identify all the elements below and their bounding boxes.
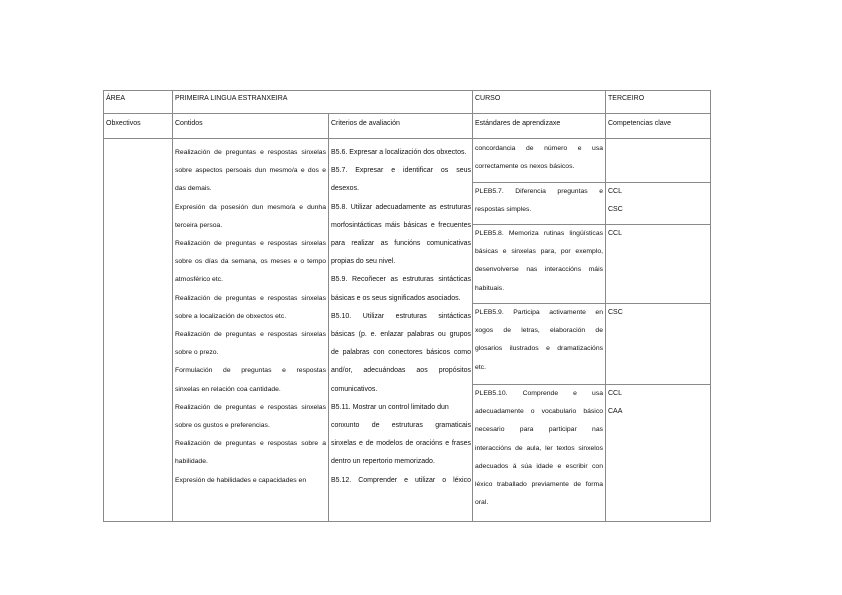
area-value: PRIMEIRA LINGUA ESTRANXEIRA bbox=[175, 95, 288, 102]
standard-line: PLEB5.7. Diferencia preguntas e bbox=[475, 188, 603, 195]
column-divider bbox=[472, 90, 473, 522]
contido-line: Realización de preguntas e respostas sinxelas bbox=[175, 149, 326, 156]
criterio-item bbox=[331, 399, 471, 472]
standard-cell bbox=[475, 183, 603, 219]
curriculum-table bbox=[103, 90, 711, 522]
contido-line: Realización de preguntas e respostas sinxelas bbox=[175, 240, 326, 248]
standard-line: desenvolverse nas interaccións máis bbox=[475, 266, 603, 274]
contido-line: sobre os gustos e preferencias. bbox=[175, 422, 270, 430]
criterio-item bbox=[331, 162, 471, 198]
competencias-cell bbox=[608, 385, 708, 421]
contido-item bbox=[175, 235, 326, 290]
contido-item bbox=[175, 472, 326, 490]
standard-line: adecuados á súa idade e escribir con bbox=[475, 462, 603, 470]
competencia-code: CCL bbox=[608, 230, 623, 237]
standard-line: PLEB5.9. Participa activamente en bbox=[475, 309, 603, 316]
standard-line: léxico traballado previamente de forma bbox=[475, 481, 603, 489]
criterio-line: morfosintácticas máis básicas e frecuentes bbox=[331, 221, 471, 229]
standard-line: interaccións de aula, ler textos sinxelos bbox=[475, 444, 603, 452]
curso-value: TERCEIRO bbox=[608, 95, 645, 102]
contido-line: sobre a localización de obxectos etc. bbox=[175, 312, 287, 320]
criterio-line: sinxelas e de modelos de oracións e frases bbox=[331, 440, 471, 448]
criterio-line: comunicativos. bbox=[331, 385, 378, 393]
standard-cell bbox=[475, 385, 603, 512]
standard-line: concordancia de número e usa bbox=[475, 145, 603, 152]
competencias-cell bbox=[608, 304, 708, 322]
standard-line: xogos de letras, elaboración de bbox=[475, 327, 603, 335]
competencia-code: CCL bbox=[608, 188, 623, 195]
criterio-line: B5.10. Utilizar estruturas sintácticas bbox=[331, 312, 471, 320]
criterio-line: para realizar as funcións comunicativas bbox=[331, 240, 471, 248]
column-header-criterios: Criterios de avaliación bbox=[331, 120, 400, 127]
standard-line: glosarios ilustrados e dramatizacións bbox=[475, 345, 603, 353]
contido-line: Realización de preguntas e respostas sinxelas bbox=[175, 331, 326, 339]
column-header-contidos: Contidos bbox=[175, 120, 203, 127]
criterio-item bbox=[331, 199, 471, 272]
contido-line: Realización de preguntas e respostas sobre a bbox=[175, 440, 326, 448]
standard-line: oral. bbox=[475, 499, 489, 507]
contido-line: Realización de preguntas e respostas sinxelas bbox=[175, 403, 326, 411]
criterio-item bbox=[331, 144, 471, 162]
column-header-divider bbox=[103, 138, 711, 139]
criterio-line: básicas (p. e. enlazar palabras ou grupos bbox=[331, 331, 471, 339]
competencia-code: CCL bbox=[608, 390, 623, 397]
criterio-line: propias do seu nivel. bbox=[331, 258, 396, 266]
column-divider bbox=[605, 90, 606, 522]
competencias-cell bbox=[608, 183, 708, 219]
standard-line: PLEB5.10. Comprende e usa bbox=[475, 390, 603, 397]
criterio-line: B5.7. Expresar e identificar os seus bbox=[331, 167, 471, 175]
criterio-item bbox=[331, 271, 471, 307]
criterio-line: B5.6. Expresar a localización dos obxectos. bbox=[331, 149, 467, 156]
contido-item bbox=[175, 199, 326, 235]
criterio-line: desexos. bbox=[331, 185, 360, 193]
table-border-right bbox=[710, 90, 711, 522]
table-border-left bbox=[103, 90, 104, 522]
standard-line: correctamente os nexos básicos. bbox=[475, 163, 575, 171]
criterio-line: and/or, adecuándoas aos propósitos bbox=[331, 367, 471, 375]
area-label: ÁREA bbox=[106, 95, 126, 102]
curso-label: CURSO bbox=[475, 95, 501, 102]
column-header-obxectivos: Obxectivos bbox=[106, 120, 141, 127]
table-border-bottom bbox=[103, 521, 711, 522]
standard-cell bbox=[475, 304, 603, 377]
criterio-line: dentro un repertorio memorizado. bbox=[331, 458, 435, 466]
criterio-line: B5.11. Mostrar un control limitado dun bbox=[331, 403, 449, 411]
contido-item bbox=[175, 144, 326, 199]
criterio-line: básicas e os seus significados asociados. bbox=[331, 294, 461, 302]
contido-line: das demais. bbox=[175, 185, 212, 193]
column-header-competencias: Competencias clave bbox=[608, 120, 672, 127]
criterios-cell bbox=[331, 144, 471, 490]
standard-line: habituais. bbox=[475, 284, 505, 292]
standard-cell bbox=[475, 225, 603, 298]
contido-line: Formulación de preguntas e respostas bbox=[175, 367, 326, 375]
competencia-code: CSC bbox=[608, 206, 623, 214]
standard-line: etc. bbox=[475, 363, 486, 371]
standard-line: respostas simples. bbox=[475, 206, 532, 214]
competencia-code: CSC bbox=[608, 309, 623, 316]
contidos-cell bbox=[175, 144, 326, 490]
table-border-top bbox=[103, 90, 711, 91]
standard-cell bbox=[475, 140, 603, 176]
contido-line: Expresión de habilidades e capacidades en bbox=[175, 476, 307, 484]
competencia-code: CAA bbox=[608, 408, 623, 416]
contido-item bbox=[175, 399, 326, 435]
contido-line: Expresión da posesión dun mesmo/a e dunha bbox=[175, 203, 326, 211]
contido-line: sinxelas en relación coa cantidade. bbox=[175, 385, 281, 393]
column-header-estandares: Estándares de aprendizaxe bbox=[475, 120, 561, 127]
contido-line: habilidade. bbox=[175, 458, 208, 466]
column-divider bbox=[172, 90, 173, 522]
contido-line: Realización de preguntas e respostas sinxelas bbox=[175, 294, 326, 302]
contido-line: sobre aspectos persoais dun mesmo/a e dos e bbox=[175, 167, 326, 175]
contido-item bbox=[175, 362, 326, 398]
contido-line: sobre os días da semana, os meses e o tempo bbox=[175, 258, 326, 266]
standard-line: PLEB5.8. Memoriza rutinas lingüísticas bbox=[475, 230, 603, 237]
header-row-divider bbox=[103, 113, 711, 114]
competencias-cell bbox=[608, 225, 708, 243]
contido-item bbox=[175, 326, 326, 362]
contido-item bbox=[175, 435, 326, 471]
standard-line: básicas e sinxelas para, por exemplo, bbox=[475, 248, 603, 256]
standard-line: necesario para participar nas bbox=[475, 426, 603, 434]
criterio-line: conxunto de estruturas gramaticais bbox=[331, 422, 471, 430]
criterio-item bbox=[331, 308, 471, 399]
criterio-line: B5.9. Recoñecer as estruturas sintácticas bbox=[331, 276, 471, 284]
contido-line: atmosférico etc. bbox=[175, 276, 223, 284]
criterio-line: de palabras con conectores básicos como bbox=[331, 349, 471, 357]
criterio-line: B5.8. Utilizar adecuadamente as estruturas bbox=[331, 203, 471, 211]
contido-line: terceira persoa. bbox=[175, 221, 223, 229]
contido-line: sobre o prezo. bbox=[175, 349, 219, 357]
criterio-item bbox=[331, 472, 471, 490]
contido-item bbox=[175, 290, 326, 326]
column-divider bbox=[328, 113, 329, 522]
criterio-line: B5.12. Comprender e utilizar o léxico bbox=[331, 476, 471, 484]
standard-line: adecuadamente o vocabulario básico bbox=[475, 408, 603, 416]
